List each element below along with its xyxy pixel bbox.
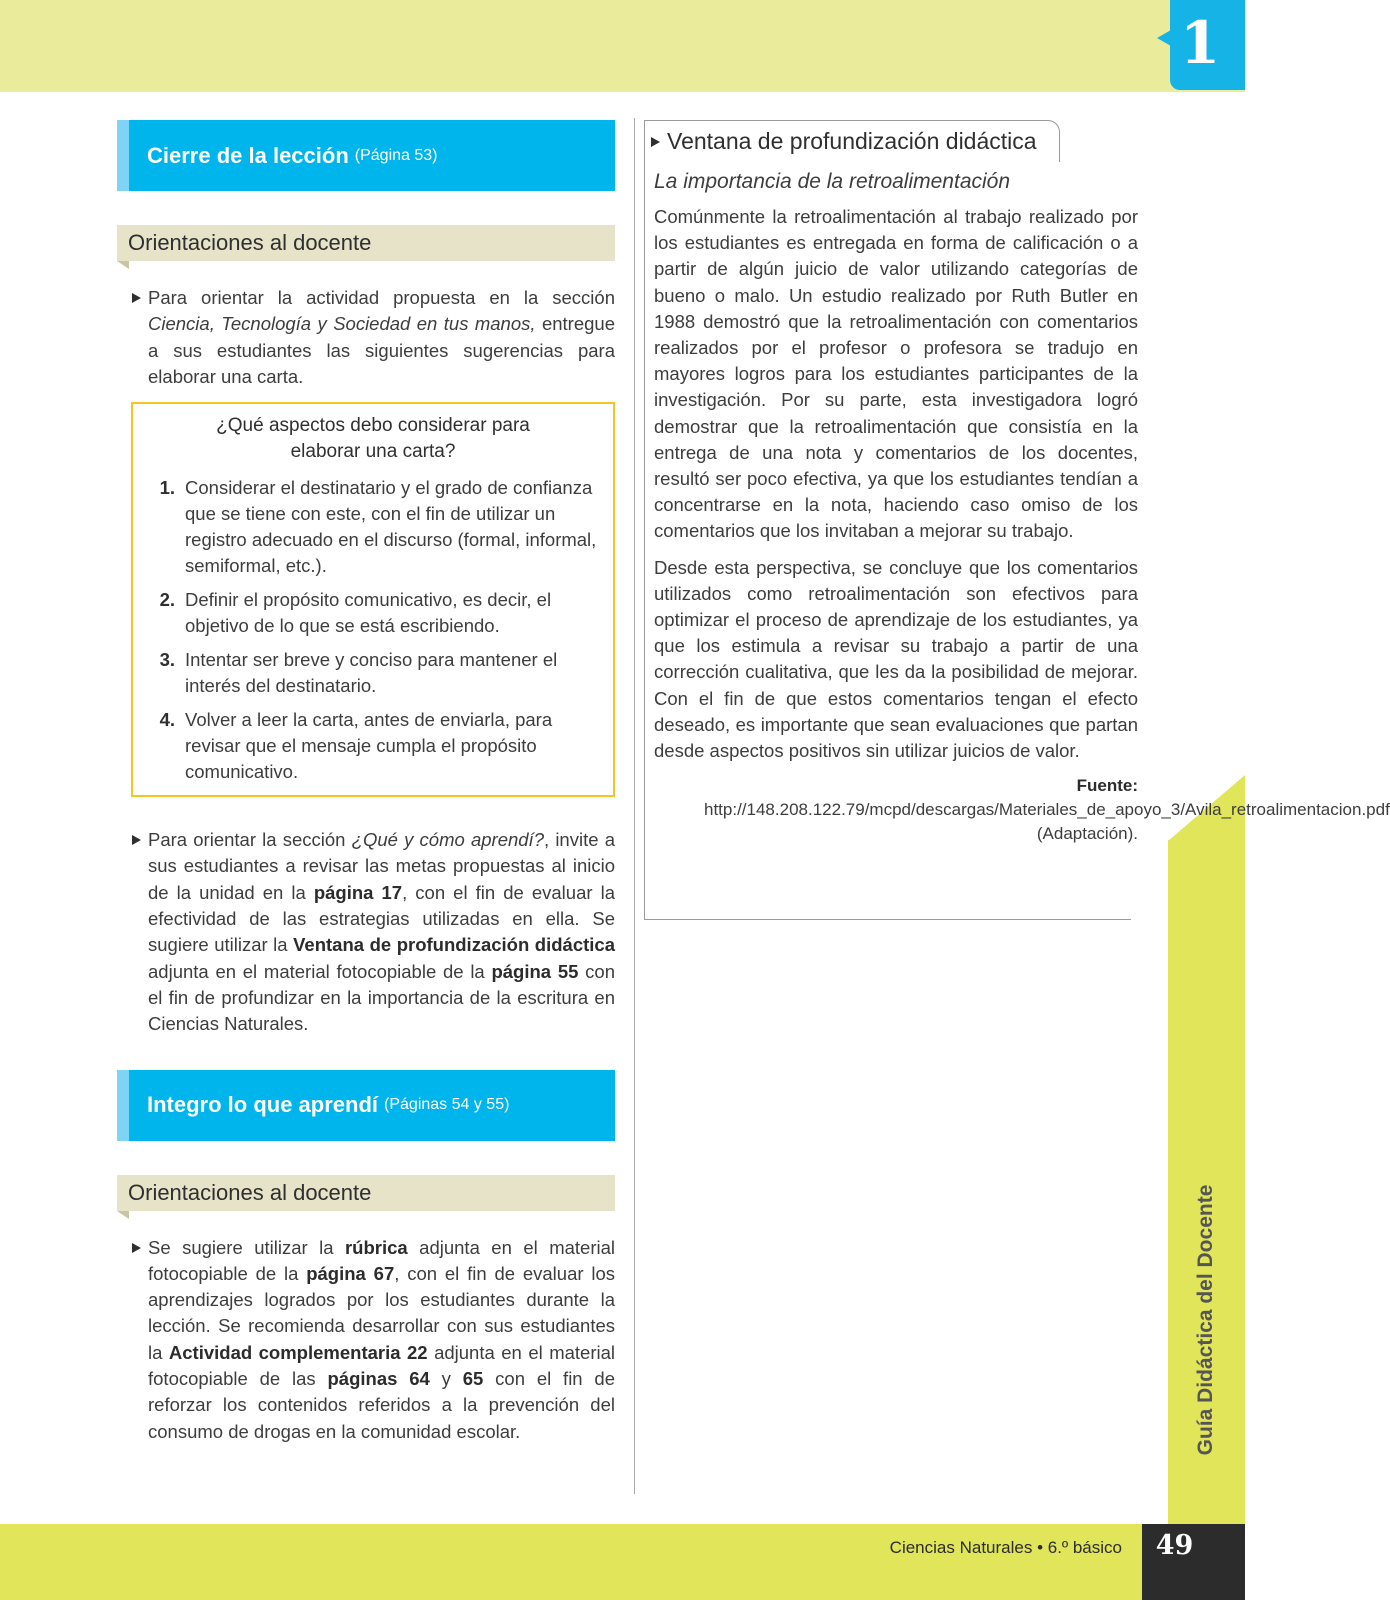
item-text: Considerar el destinatario y el grado de confianza que se tiene con este, con el fin de utilizar un registro adecuado en el discurso (formal, informal, semiformal, etc.). (185, 477, 597, 577)
side-label: Guía Didáctica del Docente (1194, 1184, 1217, 1456)
integro-banner (117, 1070, 615, 1141)
text-run: , con el fin de evaluar los aprendizajes logrados por los estudiantes durante la lección. Se recomienda desarrollar con sus estudiantes la (148, 1262, 615, 1363)
item-text: Intentar ser breve y conciso para mantener el interés del destinatario. (185, 649, 558, 697)
ventana-paragraph-1: Comúnmente la retroalimentación al trabajo realizado por los estudiantes es entregada en forma de calificación o a partir de algún juicio de valor utilizando categorías de bueno o malo. Un estudio realizado por Ruth Butler en 1988 demostró que la retroalimentación con comentarios realizados por el profesor o profesora se tradujo en mayores logros para los estudiantes participantes de la investigación. Por su parte, esta investigadora logró demostrar que la retroalimentación que consistía en la entrega de una nota y comentarios de los docentes, resultó ser poco efectiva, ya que los estudiantes tendían a concentrarse en la nota, haciendo caso omiso de los comentarios que los invitaban a mejorar su trabajo. (654, 206, 1138, 542)
bold-run: Actividad complementaria 22 (168, 1341, 428, 1363)
integro-bullet-1 (117, 1235, 615, 1445)
top-band (0, 0, 1245, 92)
bold-run: página 17 (313, 881, 403, 903)
footer-subject: Ciencias Naturales • 6.º básico (889, 1538, 1122, 1557)
bottom-band (0, 1524, 1245, 1600)
cierre-title: Cierre de la lección (147, 142, 349, 168)
list-item (147, 587, 599, 639)
ventana-frame (644, 160, 1131, 920)
text-run: con el fin de reforzar los contenidos referidos a la prevención del consumo de drogas en la comunidad escolar. (148, 1368, 615, 1442)
text-run: Se sugiere utilizar la (148, 1236, 345, 1258)
orientaciones-heading: Orientaciones al docente (117, 1175, 615, 1211)
ventana-subtitle: La importancia de la retroalimentación (654, 170, 1011, 193)
unit-tab-notch (1157, 30, 1171, 46)
item-number: 4. (159, 709, 175, 731)
item-number: 2. (159, 589, 175, 611)
text-run: Para orientar la actividad propuesta en la sección (148, 287, 615, 308)
right-column (654, 120, 1390, 846)
ventana-title: Ventana de profundización didáctica (667, 128, 1037, 154)
play-triangle-icon (651, 137, 660, 147)
page-number: 49 (1155, 1530, 1194, 1561)
item-text: Volver a leer la carta, antes de enviarla, para revisar que el mensaje cumpla el propósito comunicativo. (185, 709, 553, 783)
text-run: adjunta en el material fotocopiable de la (148, 1236, 615, 1284)
source-label: Fuente: (1076, 776, 1138, 796)
left-column (117, 120, 615, 1445)
cierre-bullet-2 (117, 827, 615, 1037)
source-note: (Adaptación). (1036, 824, 1138, 844)
letter-tips-title: ¿Qué aspectos debo considerar para elaborar una carta? (216, 415, 530, 463)
text-run: con el fin de profundizar en la importancia de la escritura en Ciencias Naturales. (148, 960, 615, 1035)
text-run: , invite a sus estudiantes a revisar las metas propuestas al inicio de la unidad en la (148, 829, 615, 903)
item-text: Definir el propósito comunicativo, es decir, el objetivo de lo que se está escribiendo. (185, 589, 552, 637)
cierre-pages: (Página 53) (354, 146, 438, 164)
list-item (147, 475, 599, 579)
bold-run: página 55 (491, 960, 579, 982)
italic-run: ¿Qué y cómo aprendí? (351, 829, 544, 851)
letter-tips-box (131, 402, 615, 797)
cierre-bullet-1 (117, 285, 615, 390)
list-item (147, 707, 599, 785)
list-item (147, 647, 599, 699)
bold-run: Ventana de profundización didáctica (293, 934, 615, 956)
item-number: 3. (159, 649, 175, 671)
text-run: entregue a sus estudiantes las siguientes sugerencias para elaborar una carta. (148, 313, 615, 387)
bold-run: 65 (462, 1368, 484, 1390)
bold-run: página 67 (306, 1262, 395, 1284)
letter-tips-list (147, 475, 599, 785)
source-url: http://148.208.122.79/mcpd/descargas/Materiales_de_apoyo_3/Avila_retroalimentacion.pdf (704, 800, 1390, 820)
text-run: Para orientar la sección (148, 829, 352, 851)
column-divider (634, 118, 635, 1494)
bold-run: páginas 64 (327, 1368, 430, 1390)
italic-run: Ciencia, Tecnología y Sociedad en tus manos, (148, 313, 536, 335)
integro-pages: (Páginas 54 y 55) (384, 1096, 510, 1114)
orientaciones-heading: Orientaciones al docente (117, 225, 615, 261)
ventana-paragraph-2: Desde esta perspectiva, se concluye que los comentarios utilizados como retroalimentación son efectivos para optimizar el proceso de aprendizaje de los estudiantes, ya que los estimula a revisar su trabajo a partir de una corrección cualitativa, que les da la posibilidad de mejorar. Con el fin de que estos comentarios tengan el efecto deseado, es importante que sean evaluaciones que partan desde aspectos positivos sin utilizar juicios de valor. (654, 556, 1138, 762)
item-number: 1. (159, 477, 175, 499)
integro-title: Integro lo que aprendí (147, 1092, 379, 1118)
ventana-header (644, 120, 1060, 162)
cierre-banner (117, 120, 615, 191)
text-run: adjunta en el material fotocopiable de la (148, 960, 492, 982)
text-run: adjunta en el material fotocopiable de las (148, 1341, 615, 1390)
text-run: y (429, 1368, 463, 1390)
text-run: , con el fin de evaluar la efectividad de las estrategias utilizadas en ella. Se sugiere utilizar la (148, 881, 615, 956)
unit-number: 1 (1179, 9, 1221, 77)
bold-run: rúbrica (344, 1236, 408, 1258)
